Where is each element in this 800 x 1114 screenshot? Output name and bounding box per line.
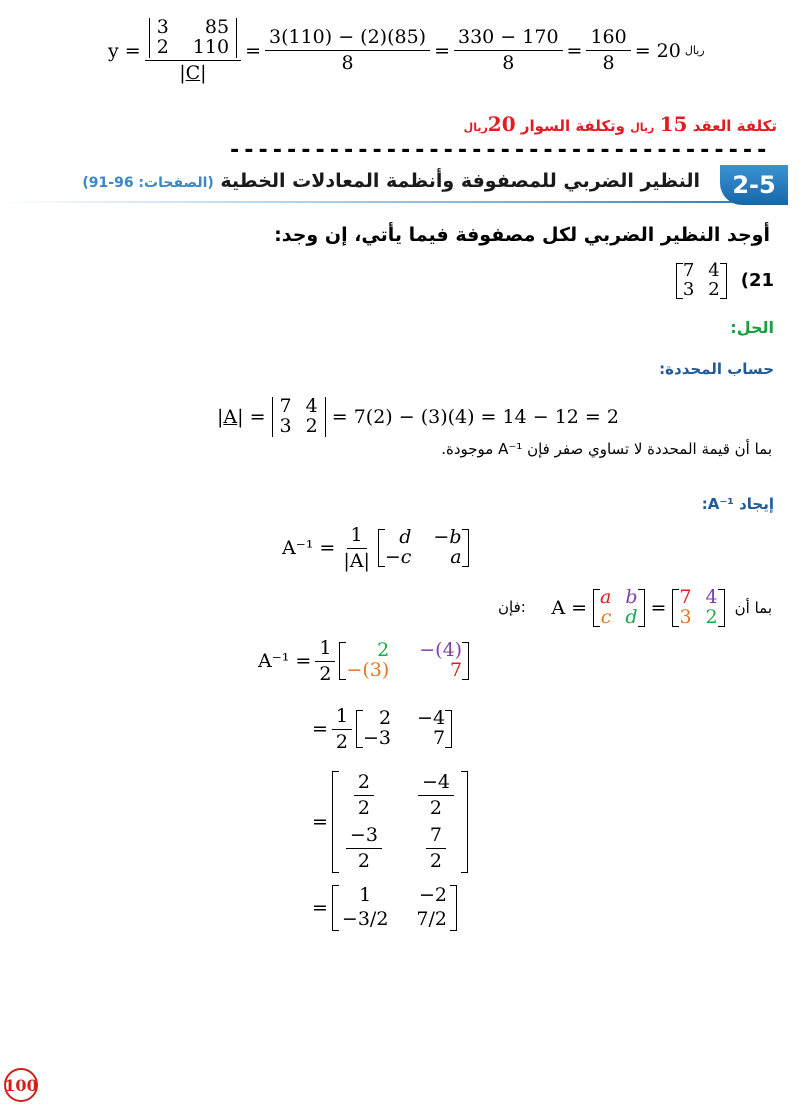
letters-matrix: a b c d	[593, 588, 645, 628]
result-value: = 20	[634, 39, 681, 62]
problem-21	[676, 262, 774, 300]
problem-number: (21	[740, 270, 774, 292]
y-lhs: y =	[108, 39, 141, 62]
step1-fraction: $\frac{3(110) - (2)(85)}{8}$	[265, 27, 430, 74]
inverse-formula: A⁻¹ = $\frac{1}{|A|}$ d −b −c a	[282, 525, 469, 572]
step-3: = $\frac{2}{2}$ $\frac{-4}{2}$ $\frac{-3}{2}$ $\frac{7}{2}$	[312, 770, 468, 874]
lesson-pages: (الصفحات: 96-91)	[82, 175, 214, 191]
cell-2-1: −3/2	[341, 907, 389, 930]
values-matrix: 7 4 3 2	[672, 588, 724, 628]
top-equation: y = 3 85 2 110 |C| = $\frac{3(110) - (2)(85)}{8}$ = $\frac{330 - 170}{8}$ = $\frac{160}{8}$ = 20 ريال	[108, 16, 705, 84]
result-matrix	[332, 884, 457, 932]
determinant-matrix: 3 85 2 110	[149, 18, 237, 58]
currency-label: ريال	[684, 44, 705, 58]
dashed-divider: --------------------------------------	[228, 138, 770, 163]
find-inverse-label: إيجاد A⁻¹:	[701, 495, 774, 513]
then-text: فإن:	[498, 598, 526, 616]
adjugate-matrix: d −b −c a	[378, 528, 469, 568]
step-1: A⁻¹ = $\frac{1}{2}$ 2 −(4) −(3) 7	[258, 638, 469, 685]
instruction-text: أوجد النظير الضربي لكل مصفوفة فيما يأتي، إن وجد:	[274, 224, 770, 246]
step3-matrix: $\frac{2}{2}$ $\frac{-4}{2}$ $\frac{-3}{2}$ $\frac{7}{2}$	[332, 770, 468, 874]
page-number: 100	[4, 1068, 38, 1102]
step2-fraction: $\frac{330 - 170}{8}$	[454, 27, 563, 74]
cell-2-2: 7/2	[416, 907, 447, 930]
cell-1-2: −2	[418, 884, 447, 906]
step2-matrix: 2 −4 −3 7	[356, 709, 452, 749]
step1-matrix: 2 −(4) −(3) 7	[339, 641, 469, 681]
inverse-exists-text: بما أن قيمة المحددة لا تساوي صفر فإن A⁻¹ موجودة.	[441, 440, 772, 458]
since-text: بما أن	[734, 598, 772, 617]
lesson-title: النظير الضربي للمصفوفة وأنظمة المعادلات الخطية (الصفحات: 96-91)	[82, 170, 700, 192]
conclusion-line: تكلفة العقد 15 ريال وتكلفة السوار 20ريال	[463, 112, 777, 136]
lesson-number: 2-5	[720, 165, 788, 205]
banner-line	[0, 201, 740, 203]
step-2: = $\frac{1}{2}$ 2 −4 −3 7	[312, 706, 452, 753]
solution-label: الحل:	[730, 318, 774, 337]
assignment-line: A = a b c d = 7 4 3 2 بما أن	[551, 586, 772, 628]
problem-matrix: 7 4 3 2	[676, 262, 727, 300]
lesson-banner	[0, 161, 800, 213]
determinant-label: حساب المحددة:	[659, 360, 774, 378]
step3-fraction: $\frac{160}{8}$	[586, 27, 630, 74]
cell-1-1: 1	[359, 884, 372, 906]
determinant-equation: |A| = 7 4 3 2 = 7(2) − (3)(4) = 14 − 12 = 2	[217, 395, 619, 437]
determinant-matrix-a: 7 4 3 2	[272, 397, 326, 437]
step-4: = 1 −2 −3/2 7/2	[312, 884, 457, 932]
cramer-fraction: 3 85 2 110 |C|	[145, 18, 241, 84]
